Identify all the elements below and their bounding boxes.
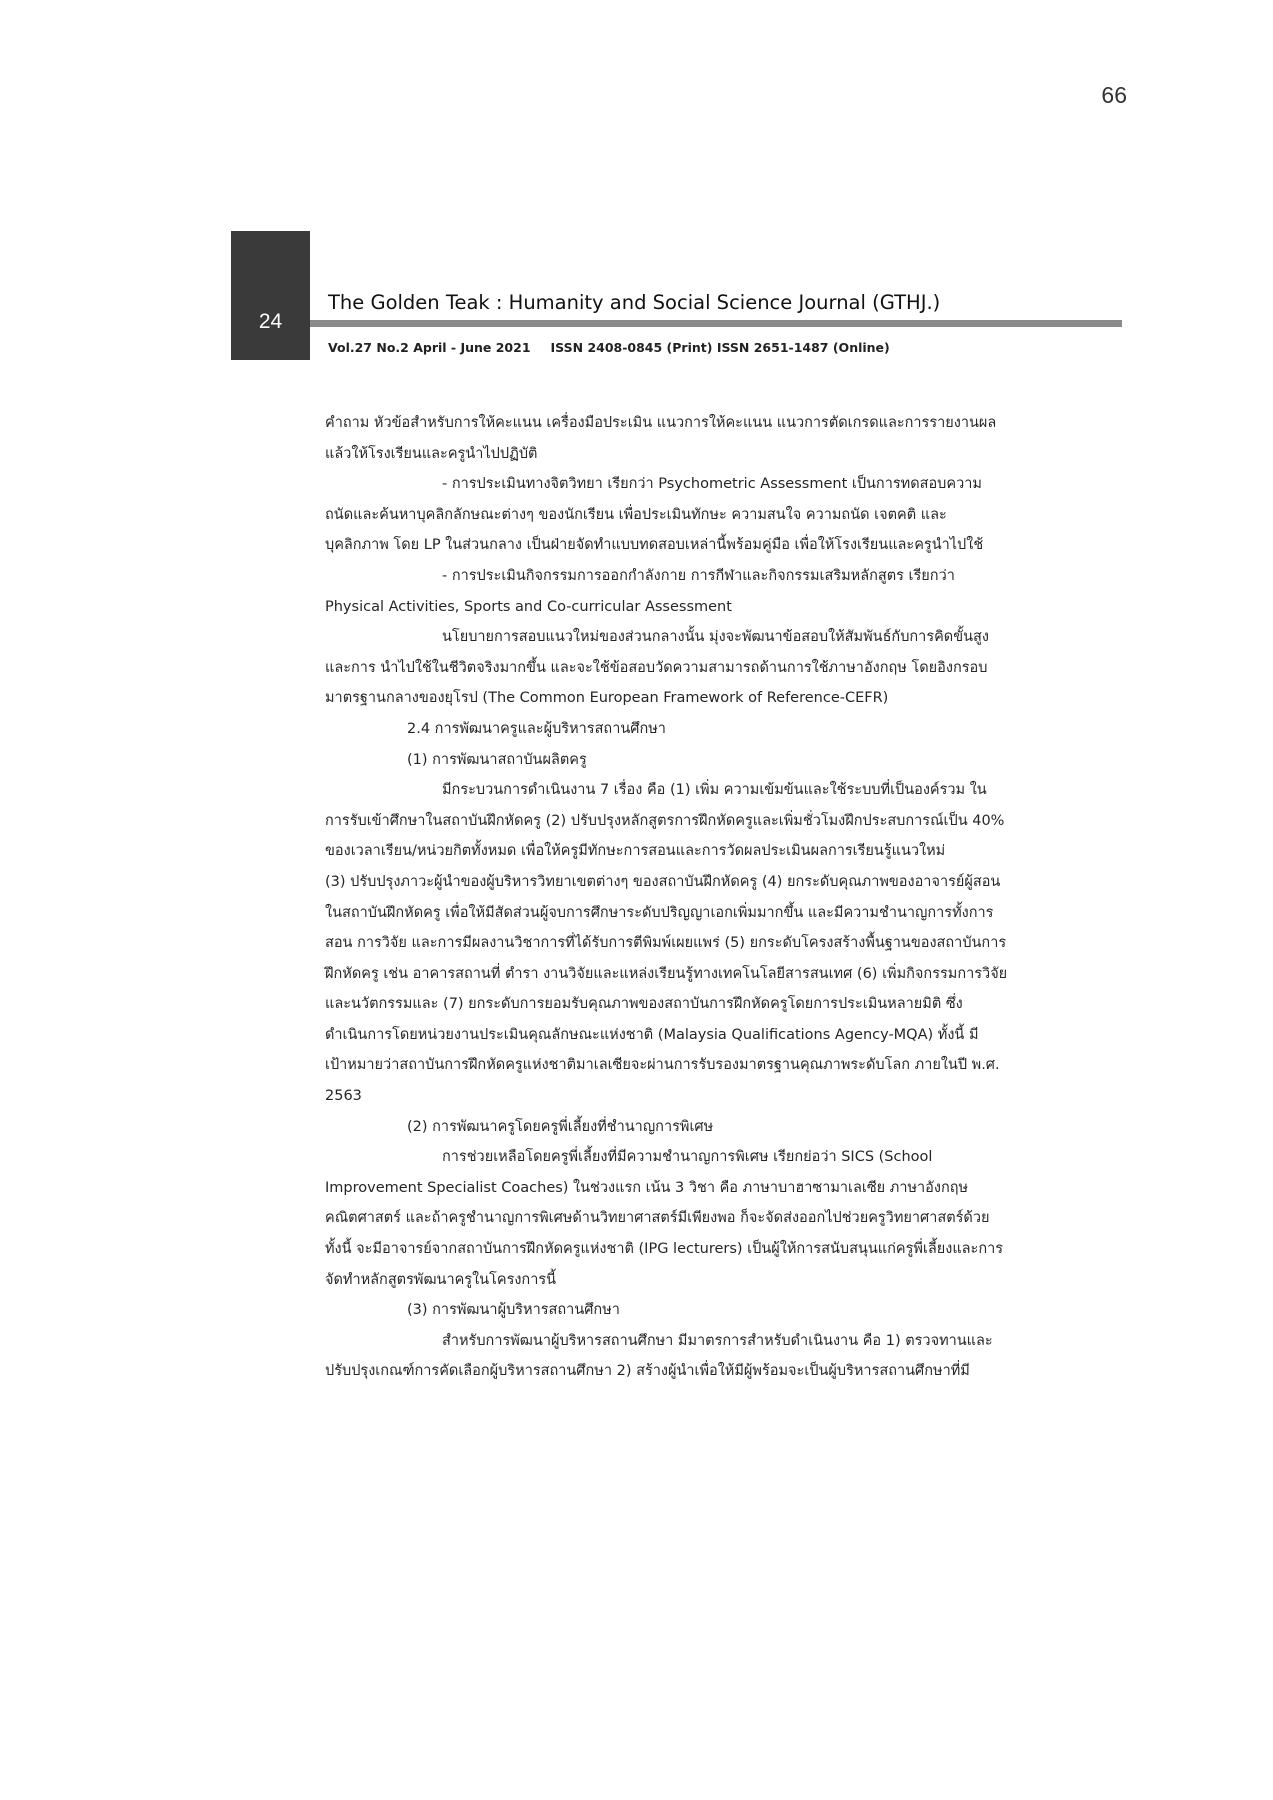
text-line: 2563: [325, 1088, 362, 1105]
text-line: และนวัตกรรมและ (7) ยกระดับการยอมรับคุณภาพของสถาบันการฝึกหัดครูโดยการประเมินหลายมิติ ซึ่ง: [325, 996, 963, 1013]
text-line: บุคลิกภาพ โดย LP ในส่วนกลาง เป็นฝ่ายจัดทำแบบทดสอบเหล่านี้พร้อมคู่มือ เพื่อให้โรงเรียนและครูนำไปใช้: [325, 537, 984, 554]
header-tab: [231, 231, 310, 360]
text-line: จัดทำหลักสูตรพัฒนาครูในโครงการนี้: [325, 1271, 557, 1288]
text-line: ปรับปรุงเกณฑ์การคัดเลือกผู้บริหารสถานศึกษา 2) สร้างผู้นำเพื่อให้มีผู้พร้อมจะเป็นผู้บริหารสถานศึกษาที่มี: [325, 1363, 970, 1380]
text-line: นโยบายการสอบแนวใหม่ของส่วนกลางนั้น มุ่งจะพัฒนาข้อสอบให้สัมพันธ์กับการคิดขั้นสูง: [442, 629, 989, 646]
text-line: ของเวลาเรียน/หน่วยกิตทั้งหมด เพื่อให้ครูมีทักษะการสอนและการวัดผลประเมินผลการเรียนรู้แนวใหม่: [325, 843, 946, 860]
text-line: Physical Activities, Sports and Co-curricular Assessment: [325, 598, 732, 615]
outer-page-number: 66: [1101, 82, 1127, 108]
text-line: ถนัดและค้นหาบุคลิกลักษณะต่างๆ ของนักเรียน เพื่อประเมินทักษะ ความสนใจ ความถนัด เจตคติ และ: [325, 506, 947, 523]
text-line: ฝึกหัดครู เช่น อาคารสถานที่ ตำรา งานวิจัยและแหล่งเรียนรู้ทางเทคโนโลยีสารสนเทศ (6) เพิ่มกิจกรรมการวิจัย: [325, 965, 1008, 982]
text-line: การช่วยเหลือโดยครูพี่เลี้ยงที่มีความชำนาญการพิเศษ เรียกย่อว่า SICS (School: [442, 1149, 933, 1166]
text-line: ดำเนินการโดยหน่วยงานประเมินคุณลักษณะแห่งชาติ (Malaysia Qualifications Agency-MQA) ทั้งนี้ มี: [325, 1026, 979, 1043]
text-line: ในสถาบันฝึกหัดครู เพื่อให้มีสัดส่วนผู้จบการศึกษาระดับปริญญาเอกเพิ่มมากขึ้น และมีความชำนาญการทั้งการ: [325, 904, 994, 921]
text-line: สำหรับการพัฒนาผู้บริหารสถานศึกษา มีมาตรการสำหรับดำเนินงาน คือ 1) ตรวจทานและ: [442, 1332, 993, 1349]
text-line: เป้าหมายว่าสถาบันการฝึกหัดครูแห่งชาติมาเลเซียจะผ่านการรับรองมาตรฐานคุณภาพระดับโลก ภายในปี พ.ศ.: [325, 1057, 1000, 1074]
text-line: - การประเมินกิจกรรมการออกกำลังกาย การกีฬาและกิจกรรมเสริมหลักสูตร เรียกว่า: [442, 567, 955, 584]
text-line: คณิตศาสตร์ และถ้าครูชำนาญการพิเศษด้านวิทยาศาสตร์มีเพียงพอ ก็จะจัดส่งออกไปช่วยครูวิทยาศาสตร์ด้วย: [325, 1210, 990, 1227]
issue-info: Vol.27 No.2 April - June 2021: [328, 340, 531, 355]
issn-info: ISSN 2408-0845 (Print) ISSN 2651-1487 (Online): [550, 340, 890, 355]
text-line: สอน การวิจัย และการมีผลงานวิชาการที่ได้รับการตีพิมพ์เผยแพร่ (5) ยกระดับโครงสร้างพื้นฐานของสถาบันการ: [325, 935, 1007, 952]
text-line: คำถาม หัวข้อสำหรับการให้คะแนน เครื่องมือประเมิน แนวการให้คะแนน แนวการตัดเกรดและการรายงานผล: [325, 415, 997, 431]
text-line: มีกระบวนการดำเนินงาน 7 เรื่อง คือ (1) เพิ่ม ความเข้มข้นและใช้ระบบที่เป็นองค์รวม ใน: [442, 782, 987, 799]
text-line: แล้วให้โรงเรียนและครูนำไปปฏิบัติ: [325, 445, 538, 462]
body-text: [325, 408, 1008, 1387]
text-line: ทั้งนี้ จะมีอาจารย์จากสถาบันการฝึกหัดครูแห่งชาติ (IPG lecturers) เป็นผู้ให้การสนับสนุนแก่ครูพี่เลี้ยงและการ: [325, 1241, 1004, 1258]
section-heading: 2.4 การพัฒนาครูและผู้บริหารสถานศึกษา: [407, 720, 666, 737]
journal-title: The Golden Teak : Humanity and Social Science Journal (GTHJ.): [328, 291, 941, 314]
issue-line: [328, 340, 890, 355]
text-line: มาตรฐานกลางของยุโรป (The Common European Framework of Reference-CEFR): [325, 690, 889, 707]
subsection-heading: (2) การพัฒนาครูโดยครูพี่เลี้ยงที่ชำนาญการพิเศษ: [407, 1118, 714, 1135]
inner-page-number: 24: [258, 310, 283, 333]
header-rule: [310, 320, 1122, 327]
text-line: - การประเมินทางจิตวิทยา เรียกว่า Psychometric Assessment เป็นการทดสอบความ: [442, 476, 982, 493]
text-line: Improvement Specialist Coaches) ในช่วงแรก เน้น 3 วิชา คือ ภาษาบาฮาซามาเลเซีย ภาษาอังกฤษ: [325, 1179, 969, 1196]
text-line: การรับเข้าศึกษาในสถาบันฝึกหัดครู (2) ปรับปรุงหลักสูตรการฝึกหัดครูและเพิ่มชั่วโมงฝึกประสบการณ์เป็น 40%: [325, 812, 1005, 829]
subsection-heading: (1) การพัฒนาสถาบันผลิตครู: [407, 751, 587, 768]
subsection-heading: (3) การพัฒนาผู้บริหารสถานศึกษา: [407, 1302, 620, 1319]
text-line: (3) ปรับปรุงภาวะผู้นำของผู้บริหารวิทยาเขตต่างๆ ของสถาบันฝึกหัดครู (4) ยกระดับคุณภาพของอาจารย์ผู้สอน: [325, 873, 1001, 890]
text-line: และการ นำไปใช้ในชีวิตจริงมากขึ้น และจะใช้ข้อสอบวัดความสามารถด้านการใช้ภาษาอังกฤษ โดยอิงกรอบ: [325, 659, 988, 676]
